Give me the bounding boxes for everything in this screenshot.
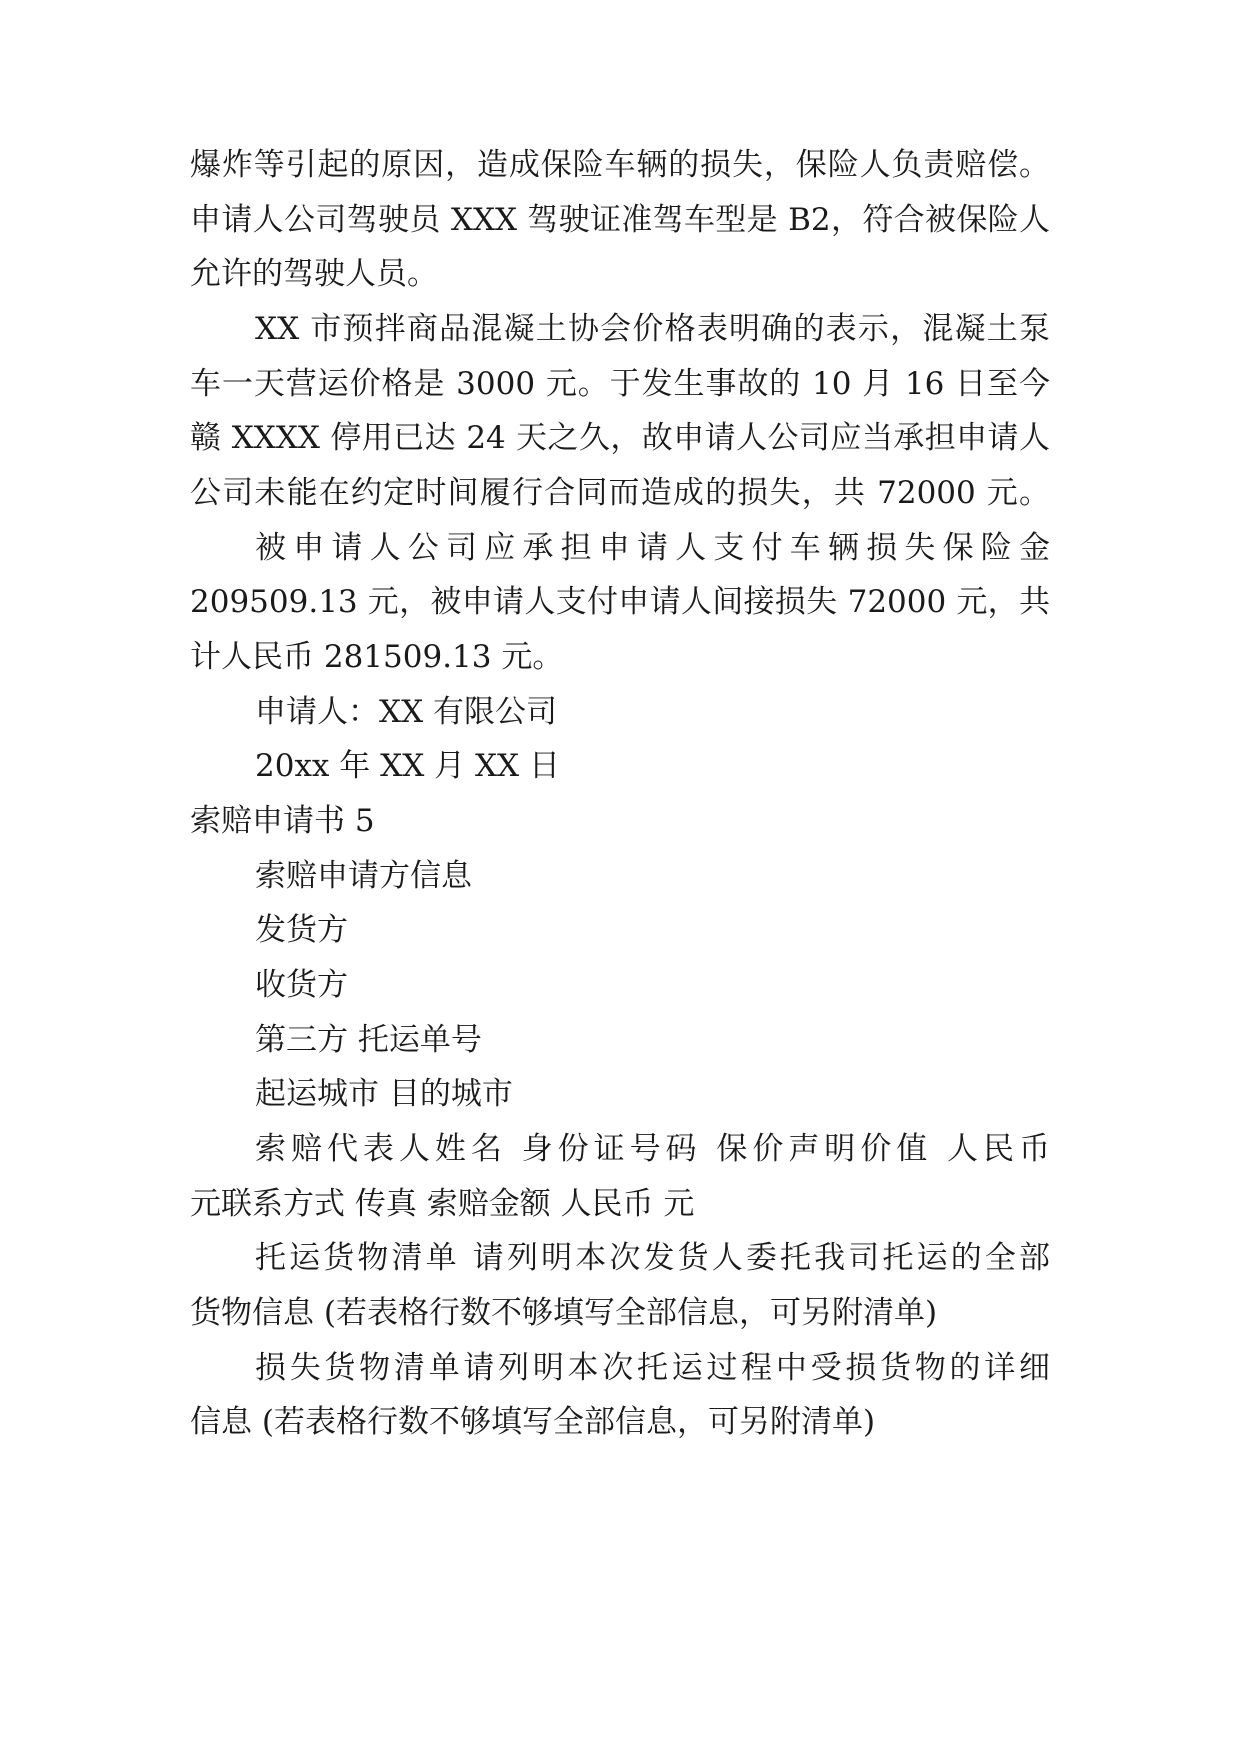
paragraph-line: 托运货物清单 请列明本次发货人委托我司托运的全部 xyxy=(255,1240,1050,1276)
form-field-line: 起运城市 目的城市 xyxy=(255,1076,513,1112)
form-field-line: 元联系方式 传真 索赔金额 人民币 元 xyxy=(190,1186,695,1222)
paragraph-line: 车一天营运价格是 3000 元。于发生事故的 10 月 16 日至今 xyxy=(190,366,1050,402)
paragraph-line: 计人民币 281509.13 元。 xyxy=(190,639,564,675)
paragraph-line: 允许的驾驶人员。 xyxy=(190,256,438,292)
paragraph-line: 信息 (若表格行数不够填写全部信息，可另附清单) xyxy=(190,1404,876,1440)
form-field-line: 第三方 托运单号 xyxy=(255,1022,482,1058)
form-field-line: 发货方 xyxy=(255,912,348,948)
paragraph-line: 货物信息 (若表格行数不够填写全部信息，可另附清单) xyxy=(190,1295,938,1331)
paragraph-line: 被申请人公司应承担申请人支付车辆损失保险金 xyxy=(255,530,1050,566)
paragraph-line: XX 市预拌商品混凝土协会价格表明确的表示，混凝土泵 xyxy=(255,311,1050,347)
form-field-line: 收货方 xyxy=(255,967,348,1003)
signature-date: 20xx 年 XX 月 XX 日 xyxy=(255,748,560,784)
paragraph-line: 209509.13 元，被申请人支付申请人间接损失 72000 元，共 xyxy=(190,584,1050,620)
paragraph-line: 损失货物清单请列明本次托运过程中受损货物的详细 xyxy=(255,1350,1050,1386)
paragraph-line: 申请人公司驾驶员 XXX 驾驶证准驾车型是 B2，符合被保险人 xyxy=(190,202,1050,238)
paragraph-line: 赣 XXXX 停用已达 24 天之久，故申请人公司应当承担申请人 xyxy=(190,420,1050,456)
paragraph-line: 爆炸等引起的原因，造成保险车辆的损失，保险人负责赔偿。 xyxy=(190,147,1050,183)
paragraph-line: 公司未能在约定时间履行合同而造成的损失，共 72000 元。 xyxy=(190,475,1050,511)
form-field-line: 索赔代表人姓名 身份证号码 保价声明价值 人民币 xyxy=(255,1131,1050,1167)
signature-applicant: 申请人：XX 有限公司 xyxy=(255,694,557,730)
form-field-line: 索赔申请方信息 xyxy=(255,858,472,894)
section-title: 索赔申请书 5 xyxy=(190,803,375,839)
